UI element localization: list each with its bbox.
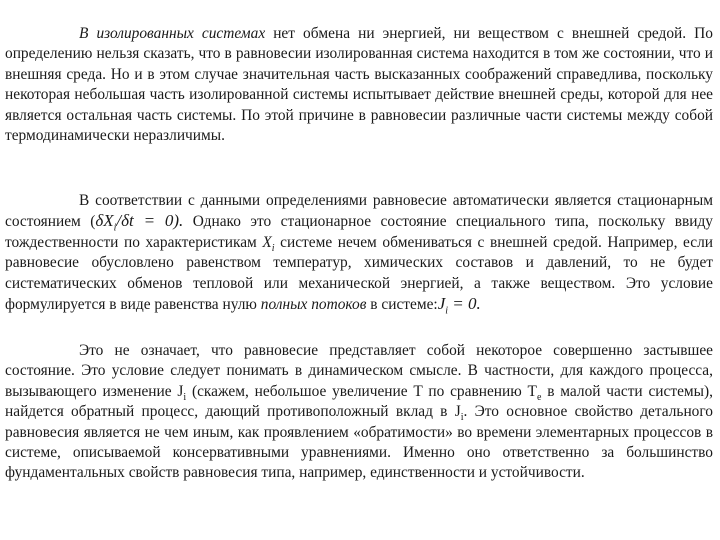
formula-dx-dt: [95, 211, 184, 234]
subscript: i: [271, 242, 275, 254]
paragraph-dynamic-equilibrium: [5, 341, 713, 484]
paragraph-text: системе нечем обмениваться с внешней средой. Например, если равновесие обусловлено равенством температур, химических составов и давлений, то не будет систематических обменов тепловой или механической энергией, а также веществом. Это условие формулируется в виде равенства нулю: [5, 233, 713, 314]
paragraph-text: (скажем, небольшое увеличение T по сравнению T: [186, 382, 537, 400]
subscript: i: [460, 412, 464, 424]
paragraph-isolated-systems: [5, 24, 713, 146]
formula-part: = 0.: [448, 294, 481, 314]
formula-part: δX: [95, 211, 114, 231]
subscript: i: [183, 391, 187, 403]
subscript: i: [113, 222, 117, 234]
paragraph-text: В соответствии с данными определениями равновесие автоматически является стационарным состоянием (: [5, 192, 713, 231]
paragraph-text: Это не означает, что равновесие представляет собой некоторое совершенно застывшее состояние. Это условие следует понимать в динамическом смысле. В частности, для каждого процесса, вызывающего изменение J: [5, 342, 713, 400]
paragraph-text: . Это основное свойство детального равновесия является не чем иным, как проявлением «обратимости» во времени элементарных процессов в системе, описываемой консервативными уравнениями. Именно оно ответственно за большинство фундаментальных свойств равновесия типа, например, единственности и устойчивости.: [5, 403, 714, 482]
formula-part: J: [437, 294, 446, 314]
paragraph-stationary-state: [5, 191, 713, 315]
subscript: i: [445, 305, 449, 317]
variable-x: [262, 233, 275, 254]
term-isolated-systems: В изолированных системах: [79, 25, 266, 42]
paragraph-text: в малой части системы), найдется обратный процесс, дающий противоположный вклад в J: [5, 382, 713, 421]
term-total-flows: полных потоков: [260, 296, 367, 314]
subscript: e: [536, 391, 542, 403]
paragraph-text: нет обмена ни энергией, ни веществом с внешней средой. По определению нельзя сказать, что в равновесии изолированная система находится в том же состоянии, что и внешняя среда. Но и в этом случае значительная часть высказанных соображений справедлива, поскольку некоторая небольшая часть изолированной системы испытывает действие внешней среды, которой для нее является остальная часть системы. По этой причине в равновесии различные части системы между собой термодинамически неразличимы.: [5, 25, 713, 145]
variable-symbol: X: [262, 233, 272, 251]
paragraph-text: Однако это стационарное состояние специального типа, поскольку ввиду тождественности по характеристикам: [5, 213, 713, 251]
formula-part: /δt = 0).: [116, 211, 184, 231]
paragraph-text: в системе:: [366, 296, 438, 314]
formula-j-zero: [437, 294, 481, 317]
